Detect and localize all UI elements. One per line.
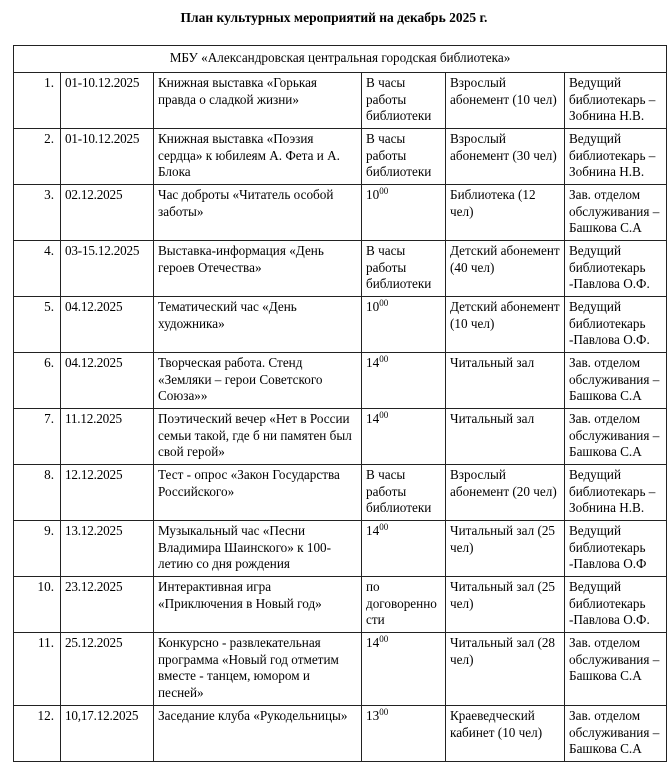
event-time-value: 10 — [366, 187, 380, 202]
event-name: Час доброты «Читатель особой заботы» — [154, 185, 362, 241]
event-place: Читальный зал (25 чел) — [446, 521, 565, 577]
event-row — [14, 409, 667, 465]
event-place: Детский абонемент (40 чел) — [446, 241, 565, 297]
event-time — [362, 409, 446, 465]
event-time-value: 14 — [366, 411, 380, 426]
event-time-value: 14 — [366, 523, 380, 538]
event-time-value: В часы работы библиотеки — [366, 131, 432, 179]
event-place: Читальный зал (28 чел) — [446, 633, 565, 706]
event-responsible: Ведущий библиотекарь – Зобнина Н.В. — [565, 465, 667, 521]
event-place: Читальный зал — [446, 353, 565, 409]
event-responsible: Зав. отделом обслуживания – Башкова С.А — [565, 353, 667, 409]
event-responsible: Ведущий библиотекарь – Зобнина Н.В. — [565, 129, 667, 185]
event-number: 1. — [14, 73, 61, 129]
event-number: 3. — [14, 185, 61, 241]
event-name: Тест - опрос «Закон Государства Российского» — [154, 465, 362, 521]
event-row — [14, 465, 667, 521]
event-time — [362, 353, 446, 409]
event-time-value: 14 — [366, 635, 380, 650]
event-name: Книжная выставка «Горькая правда о сладкой жизни» — [154, 73, 362, 129]
event-time — [362, 706, 446, 762]
event-name: Музыкальный час «Песни Владимира Шаинского» к 100-летию со дня рождения — [154, 521, 362, 577]
organization-name: МБУ «Александровская центральная городская библиотека» — [14, 46, 667, 73]
event-name: Заседание клуба «Рукодельницы» — [154, 706, 362, 762]
event-place: Читальный зал (25 чел) — [446, 577, 565, 633]
event-row — [14, 353, 667, 409]
event-number: 4. — [14, 241, 61, 297]
event-time — [362, 185, 446, 241]
event-place: Детский абонемент (10 чел) — [446, 297, 565, 353]
event-date: 02.12.2025 — [61, 185, 154, 241]
event-row — [14, 297, 667, 353]
event-row — [14, 521, 667, 577]
event-place: Взрослый абонемент (20 чел) — [446, 465, 565, 521]
event-time — [362, 633, 446, 706]
event-place: Читальный зал — [446, 409, 565, 465]
event-number: 5. — [14, 297, 61, 353]
event-date: 04.12.2025 — [61, 297, 154, 353]
event-name: Творческая работа. Стенд «Земляки – герои Советского Союза»» — [154, 353, 362, 409]
event-responsible: Ведущий библиотекарь -Павлова О.Ф — [565, 521, 667, 577]
event-name: Поэтический вечер «Нет в России семьи такой, где б ни памятен был свой герой» — [154, 409, 362, 465]
event-row — [14, 241, 667, 297]
event-time-minutes: 00 — [379, 707, 389, 717]
event-date: 12.12.2025 — [61, 465, 154, 521]
event-row — [14, 73, 667, 129]
event-number: 2. — [14, 129, 61, 185]
event-responsible: Зав. отделом обслуживания – Башкова С.А — [565, 409, 667, 465]
event-name: Конкурсно - развлекательная программа «Новый год отметим вместе - танцем, юмором и песней» — [154, 633, 362, 706]
event-row — [14, 633, 667, 706]
event-name: Интерактивная игра «Приключения в Новый год» — [154, 577, 362, 633]
event-row — [14, 577, 667, 633]
document-title: План культурных мероприятий на декабрь 2025 г. — [180, 10, 488, 25]
event-time — [362, 521, 446, 577]
event-date: 11.12.2025 — [61, 409, 154, 465]
event-number: 12. — [14, 706, 61, 762]
event-time-minutes: 00 — [379, 522, 389, 532]
event-place: Библиотека (12 чел) — [446, 185, 565, 241]
event-date: 23.12.2025 — [61, 577, 154, 633]
event-time — [362, 465, 446, 521]
event-number: 10. — [14, 577, 61, 633]
event-number: 6. — [14, 353, 61, 409]
event-time-minutes: 00 — [379, 634, 389, 644]
event-time-minutes: 00 — [379, 186, 389, 196]
event-responsible: Зав. отделом обслуживания – Башкова С.А — [565, 185, 667, 241]
event-time-minutes: 00 — [379, 354, 389, 364]
events-table — [13, 45, 667, 762]
event-time — [362, 241, 446, 297]
event-time — [362, 129, 446, 185]
organization-row — [14, 46, 667, 73]
event-time-value: 14 — [366, 355, 380, 370]
event-name: Книжная выставка «Поэзия сердца» к юбилеям А. Фета и А. Блока — [154, 129, 362, 185]
event-place: Взрослый абонемент (30 чел) — [446, 129, 565, 185]
event-responsible: Ведущий библиотекарь -Павлова О.Ф. — [565, 297, 667, 353]
event-time-value: 13 — [366, 708, 380, 723]
event-number: 8. — [14, 465, 61, 521]
event-date: 10,17.12.2025 — [61, 706, 154, 762]
event-responsible: Ведущий библиотекарь – Зобнина Н.В. — [565, 73, 667, 129]
event-time-value: В часы работы библиотеки — [366, 467, 432, 515]
event-time — [362, 297, 446, 353]
event-number: 7. — [14, 409, 61, 465]
event-time-value: В часы работы библиотеки — [366, 243, 432, 291]
event-time-minutes: 00 — [379, 298, 389, 308]
event-row — [14, 129, 667, 185]
event-date: 03-15.12.2025 — [61, 241, 154, 297]
event-date: 04.12.2025 — [61, 353, 154, 409]
event-time — [362, 73, 446, 129]
event-number: 11. — [14, 633, 61, 706]
event-row — [14, 185, 667, 241]
event-place: Взрослый абонемент (10 чел) — [446, 73, 565, 129]
event-row — [14, 706, 667, 762]
event-number: 9. — [14, 521, 61, 577]
event-date: 01-10.12.2025 — [61, 73, 154, 129]
event-responsible: Зав. отделом обслуживания – Башкова С.А — [565, 633, 667, 706]
event-time-value: 10 — [366, 299, 380, 314]
event-date: 13.12.2025 — [61, 521, 154, 577]
event-name: Выставка-информация «День героев Отечества» — [154, 241, 362, 297]
event-name: Тематический час «День художника» — [154, 297, 362, 353]
event-date: 25.12.2025 — [61, 633, 154, 706]
event-time-minutes: 00 — [379, 410, 389, 420]
event-time-value: В часы работы библиотеки — [366, 75, 432, 123]
event-responsible: Ведущий библиотекарь -Павлова О.Ф. — [565, 577, 667, 633]
event-place: Краеведческий кабинет (10 чел) — [446, 706, 565, 762]
event-responsible: Зав. отделом обслуживания – Башкова С.А — [565, 706, 667, 762]
event-time-value: по договоренно сти — [366, 579, 437, 627]
event-date: 01-10.12.2025 — [61, 129, 154, 185]
event-time — [362, 577, 446, 633]
event-responsible: Ведущий библиотекарь -Павлова О.Ф. — [565, 241, 667, 297]
